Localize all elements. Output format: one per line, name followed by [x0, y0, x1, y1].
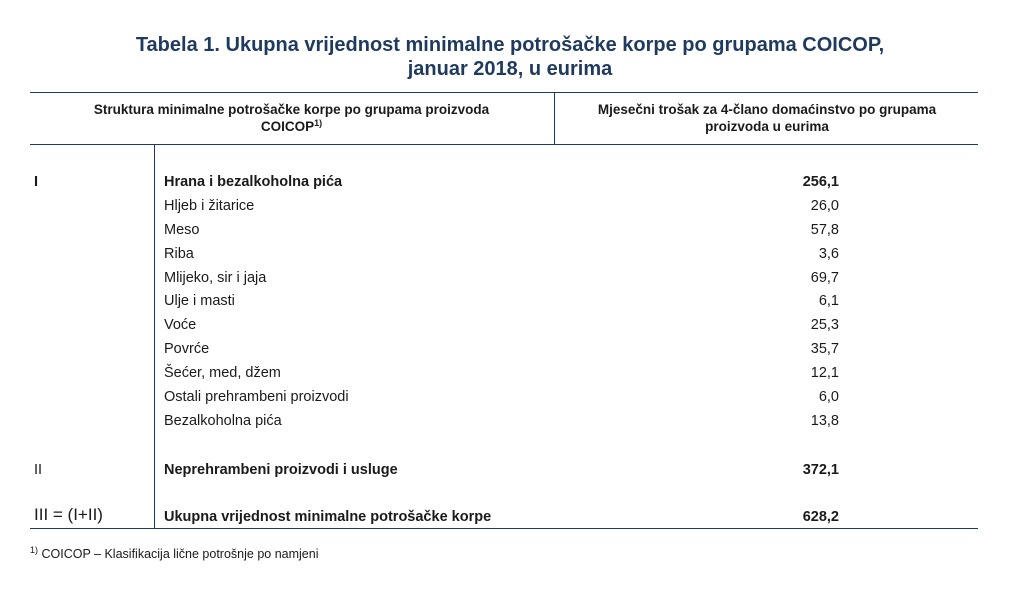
- coicop-table: [30, 92, 978, 530]
- row-label: Mlijeko, sir i jaja: [164, 270, 267, 286]
- row-value: 12,1: [810, 365, 839, 381]
- row-value: 25,3: [810, 317, 839, 333]
- row-value: 69,7: [810, 270, 839, 286]
- header-structure: [30, 101, 553, 135]
- row-label: Ukupna vrijednost minimalne potrošačke korpe: [164, 509, 492, 525]
- header-cost-line2: proizvoda u eurima: [705, 119, 829, 134]
- row-roman: I: [34, 174, 39, 190]
- table-row: [30, 243, 978, 265]
- header-monthly-cost: [556, 101, 978, 135]
- table-row-total: [30, 506, 978, 528]
- row-value: 3,6: [818, 246, 839, 262]
- table-row: [30, 386, 978, 408]
- table-row: [30, 410, 978, 432]
- table-row: [30, 338, 978, 360]
- footnote-text: COICOP – Klasifikacija lične potrošnje po namjeni: [38, 547, 319, 561]
- row-value: 256,1: [802, 174, 839, 190]
- table-bottom-border: [30, 528, 978, 529]
- header-divider: [554, 92, 555, 144]
- row-label: Hljeb i žitarice: [164, 198, 255, 214]
- row-value: 628,2: [802, 509, 839, 525]
- table-row: [30, 314, 978, 336]
- row-label: Bezalkoholna pića: [164, 413, 282, 429]
- table-top-border: [30, 92, 978, 93]
- header-bottom-border: [30, 144, 978, 145]
- row-label: Meso: [164, 222, 200, 238]
- row-label: Hrana i bezalkoholna pića: [164, 174, 343, 190]
- table-row-group-ii: [30, 459, 978, 481]
- header-structure-line2: COICOP: [260, 119, 315, 134]
- row-label: Ostali prehrambeni proizvodi: [164, 389, 349, 405]
- row-label: Šećer, med, džem: [164, 365, 281, 381]
- row-label: Povrće: [164, 341, 210, 357]
- row-value: 57,8: [810, 222, 839, 238]
- table-row: [30, 219, 978, 241]
- header-cost-line1: Mjesečni trošak za 4-člano domaćinstvo po grupama: [597, 102, 937, 117]
- table-title-subline: januar 2018, u eurima: [407, 58, 613, 80]
- row-label: Voće: [164, 317, 197, 333]
- table-row: [30, 267, 978, 289]
- row-value: 26,0: [810, 198, 839, 214]
- footnote-marker: 1): [30, 545, 39, 555]
- row-label: Riba: [164, 246, 194, 262]
- row-label: Ulje i masti: [164, 293, 235, 309]
- row-roman: III = (I+II): [34, 505, 103, 524]
- row-value: 6,0: [818, 389, 839, 405]
- row-label: Neprehrambeni proizvodi i usluge: [164, 462, 398, 478]
- footnote: [30, 546, 318, 562]
- table-row-group-i: [30, 171, 978, 193]
- row-value: 35,7: [810, 341, 839, 357]
- header-footnote-ref: 1): [314, 118, 323, 128]
- table-title: Tabela 1. Ukupna vrijednost minimalne potrošačke korpe po grupama COICOP,: [135, 34, 885, 56]
- row-value: 13,8: [810, 413, 839, 429]
- table-row: [30, 195, 978, 217]
- row-value: 6,1: [818, 293, 839, 309]
- row-value: 372,1: [802, 462, 839, 478]
- table-row: [30, 362, 978, 384]
- row-roman: II: [34, 462, 43, 478]
- table-row: [30, 290, 978, 312]
- header-structure-line1: Struktura minimalne potrošačke korpe po grupama proizvoda: [93, 102, 490, 117]
